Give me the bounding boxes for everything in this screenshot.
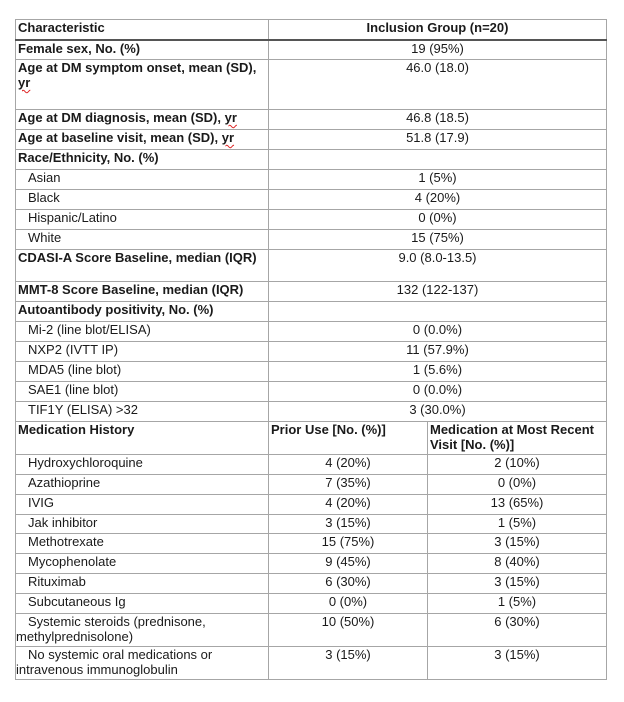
recent-value: 13 (65%) xyxy=(428,495,607,515)
table-row xyxy=(16,455,607,475)
prior-value: 9 (45%) xyxy=(269,554,428,574)
row-label: TIF1Y (ELISA) >32 xyxy=(16,402,269,422)
row-label: MMT-8 Score Baseline, median (IQR) xyxy=(16,282,269,302)
row-label: SAE1 (line blot) xyxy=(16,382,269,402)
row-value: 0 (0%) xyxy=(269,210,607,230)
recent-value: 1 (5%) xyxy=(428,515,607,534)
table-row xyxy=(16,60,607,110)
row-label: Mycophenolate xyxy=(16,554,269,574)
header-prior-use: Prior Use [No. (%)] xyxy=(269,422,428,455)
row-value: 1 (5.6%) xyxy=(269,362,607,382)
section-label: Race/Ethnicity, No. (%) xyxy=(16,150,269,170)
section-row-autoantibody xyxy=(16,302,607,322)
prior-value: 4 (20%) xyxy=(269,495,428,515)
table-row xyxy=(16,230,607,250)
table-row xyxy=(16,170,607,190)
recent-value: 0 (0%) xyxy=(428,475,607,495)
table-row xyxy=(16,614,607,647)
row-label: MDA5 (line blot) xyxy=(16,362,269,382)
prior-value: 10 (50%) xyxy=(269,614,428,647)
row-value: 3 (30.0%) xyxy=(269,402,607,422)
recent-value: 8 (40%) xyxy=(428,554,607,574)
table-row xyxy=(16,342,607,362)
row-label: Black xyxy=(16,190,269,210)
label-unit: yr xyxy=(18,75,31,90)
label-unit: yr xyxy=(224,110,237,125)
prior-value: 7 (35%) xyxy=(269,475,428,495)
table-row xyxy=(16,534,607,554)
row-value: 46.8 (18.5) xyxy=(269,110,607,130)
row-value: 4 (20%) xyxy=(269,190,607,210)
table-row xyxy=(16,647,607,680)
label-text: Age at DM symptom onset, mean (SD), xyxy=(18,60,257,75)
row-label: Jak inhibitor xyxy=(16,515,269,534)
table-row xyxy=(16,475,607,495)
prior-value: 6 (30%) xyxy=(269,574,428,594)
table-row xyxy=(16,210,607,230)
prior-value: 4 (20%) xyxy=(269,455,428,475)
row-label: Female sex, No. (%) xyxy=(16,40,269,60)
table-row xyxy=(16,130,607,150)
label-text: Age at DM diagnosis, mean (SD), xyxy=(18,110,225,125)
row-label: CDASI-A Score Baseline, median (IQR) xyxy=(16,250,269,282)
table-row xyxy=(16,110,607,130)
recent-value: 2 (10%) xyxy=(428,455,607,475)
prior-value: 3 (15%) xyxy=(269,647,428,680)
row-value: 19 (95%) xyxy=(269,40,607,60)
medication-header-row xyxy=(16,422,607,455)
recent-value: 6 (30%) xyxy=(428,614,607,647)
section-row-race xyxy=(16,150,607,170)
row-value: 15 (75%) xyxy=(269,230,607,250)
row-value: 1 (5%) xyxy=(269,170,607,190)
prior-value: 3 (15%) xyxy=(269,515,428,534)
row-label: IVIG xyxy=(16,495,269,515)
recent-value: 3 (15%) xyxy=(428,647,607,680)
table-row xyxy=(16,40,607,60)
header-most-recent: Medication at Most Recent Visit [No. (%)] xyxy=(428,422,607,455)
row-label: Subcutaneous Ig xyxy=(16,594,269,614)
recent-value: 1 (5%) xyxy=(428,594,607,614)
table-row xyxy=(16,382,607,402)
table-row xyxy=(16,594,607,614)
row-label: Hydroxychloroquine xyxy=(16,455,269,475)
table-row xyxy=(16,515,607,534)
row-value: 0 (0.0%) xyxy=(269,322,607,342)
table-row xyxy=(16,362,607,382)
table-row xyxy=(16,554,607,574)
row-value xyxy=(269,302,607,322)
row-label: Mi-2 (line blot/ELISA) xyxy=(16,322,269,342)
row-value: 9.0 (8.0-13.5) xyxy=(269,250,607,282)
table-row xyxy=(16,282,607,302)
table-row xyxy=(16,495,607,515)
section-label: Medication History xyxy=(16,422,269,455)
table-header-row xyxy=(16,20,607,40)
recent-value: 3 (15%) xyxy=(428,534,607,554)
row-value: 11 (57.9%) xyxy=(269,342,607,362)
row-label xyxy=(16,60,269,110)
header-characteristic: Characteristic xyxy=(16,20,269,40)
row-value xyxy=(269,150,607,170)
row-label: Azathioprine xyxy=(16,475,269,495)
table-row xyxy=(16,402,607,422)
label-unit: yr xyxy=(221,130,235,145)
section-label: Autoantibody positivity, No. (%) xyxy=(16,302,269,322)
recent-value: 3 (15%) xyxy=(428,574,607,594)
table-row xyxy=(16,190,607,210)
prior-value: 15 (75%) xyxy=(269,534,428,554)
row-value: 0 (0.0%) xyxy=(269,382,607,402)
table-row xyxy=(16,574,607,594)
row-label xyxy=(16,110,269,130)
row-label: Hispanic/Latino xyxy=(16,210,269,230)
row-label: Asian xyxy=(16,170,269,190)
table-row xyxy=(16,250,607,282)
table-row xyxy=(16,322,607,342)
row-label: No systemic oral medications or intravenous immunoglobulin xyxy=(16,647,269,680)
header-inclusion-group: Inclusion Group (n=20) xyxy=(269,20,607,40)
row-label xyxy=(16,130,269,150)
row-label: White xyxy=(16,230,269,250)
label-text: Age at baseline visit, mean (SD), xyxy=(18,130,222,145)
prior-value: 0 (0%) xyxy=(269,594,428,614)
row-value: 51.8 (17.9) xyxy=(269,130,607,150)
row-value: 132 (122-137) xyxy=(269,282,607,302)
row-value: 46.0 (18.0) xyxy=(269,60,607,110)
row-label: Rituximab xyxy=(16,574,269,594)
row-label: Systemic steroids (prednisone, methylprednisolone) xyxy=(16,614,269,647)
row-label: Methotrexate xyxy=(16,534,269,554)
characteristics-table xyxy=(15,19,607,680)
row-label: NXP2 (IVTT IP) xyxy=(16,342,269,362)
